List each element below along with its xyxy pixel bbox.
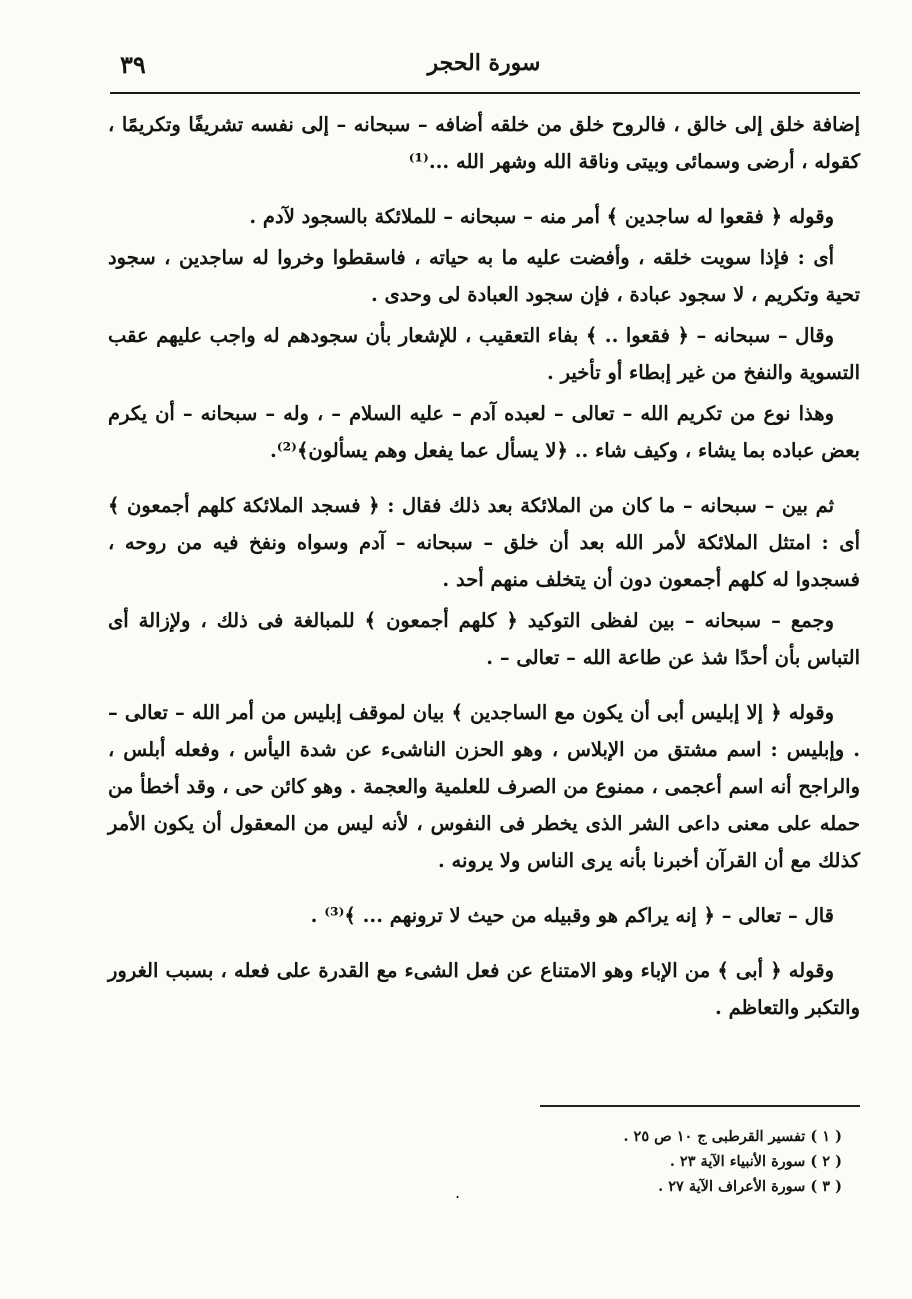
- main-text: [108, 106, 860, 1026]
- footnote-rule: [540, 1105, 860, 1107]
- paragraph-2: وقوله ﴿ فقعوا له ساجدين ﴾ أمر منه – سبحانه – للملائكة بالسجود لآدم .: [249, 205, 834, 228]
- paragraph-9: قال – تعالى – ﴿ إنه يراكم هو وقبيله من حيث لا ترونهم ... ﴾⁽³⁾ .: [310, 904, 834, 927]
- footnotes: [502, 1124, 842, 1199]
- paragraph-6: ثم بين – سبحانه – ما كان من الملائكة بعد ذلك فقال : ﴿ فسجد الملائكة كلهم أجمعون ﴾ أى : امتثل الملائكة لأمر الله بعد أن خلق – سبحانه – آدم وسواه ونفخ فيه من روحه ، فسجدوا له كلهم أجمعون دون أن يتخلف منهم أحد .: [108, 494, 860, 591]
- footnote-3: ( ٣ ) سورة الأعراف الآية ٢٧ .: [658, 1178, 842, 1195]
- paragraph-5: وهذا نوع من تكريم الله – تعالى – لعبده آدم – عليه السلام – ، وله – سبحانه – أن يكرم بعض عباده بما يشاء ، وكيف شاء .. ﴿لا يسأل عما يفعل وهم يسألون﴾⁽²⁾.: [108, 402, 860, 462]
- paragraph-10: وقوله ﴿ أبى ﴾ من الإباء وهو الامتناع عن فعل الشىء مع القدرة على فعله ، بسبب الغرور والتكبر والتعاظم .: [108, 959, 860, 1019]
- page-header: [110, 50, 858, 88]
- header-rule: [110, 92, 860, 94]
- paragraph-7: وجمع – سبحانه – بين لفظى التوكيد ﴿ كلهم أجمعون ﴾ للمبالغة فى ذلك ، ولإزالة أى التباس بأن أحدًا شذ عن طاعة الله – تعالى – .: [108, 609, 860, 669]
- paragraph-8: وقوله ﴿ إلا إبليس أبى أن يكون مع الساجدين ﴾ بيان لموقف إبليس من أمر الله – تعالى – . وإبليس : اسم مشتق من الإبلاس ، وهو الحزن الناشىء عن شدة اليأس ، وفعله أبلس ، والراجح أنه اسم أعجمى ، ممنوع من الصرف للعلمية والعجمة . وهو كائن حى ، وقد أخطأ من حمله على معنى داعى الشر الذى يخطر فى النفوس ، لأنه ليس من المعقول أن يكون الأمر كذلك مع أن القرآن أخبرنا بأنه يرى الناس ولا يرونه .: [108, 701, 860, 872]
- paragraph-4: وقال – سبحانه – ﴿ فقعوا .. ﴾ بفاء التعقيب ، للإشعار بأن سجودهم له واجب عليهم عقب التسوية والنفخ من غير إبطاء أو تأخير .: [108, 324, 860, 384]
- footnote-2: ( ٢ ) سورة الأنبياء الآية ٢٣ .: [669, 1153, 842, 1170]
- paragraph-1: إضافة خلق إلى خالق ، فالروح خلق من خلقه أضافه – سبحانه – إلى نفسه تشريفًا وتكريمًا ، كقوله ، أرضى وسمائى وبيتى وناقة الله وشهر الله ...⁽¹⁾: [108, 113, 860, 173]
- page-number: ٣٩: [120, 50, 146, 79]
- footnote-1: ( ١ ) تفسير القرطبى ج ١٠ ص ٢٥ .: [623, 1128, 842, 1145]
- paragraph-3: أى : فإذا سويت خلقه ، وأفضت عليه ما به حياته ، فاسقطوا وخروا له ساجدين ، سجود تحية وتكريم ، لا سجود عبادة ، فإن سجود العبادة لى وحدى .: [108, 246, 860, 306]
- stray-mark: .: [455, 1183, 461, 1202]
- sura-title: سورة الحجر: [427, 50, 541, 76]
